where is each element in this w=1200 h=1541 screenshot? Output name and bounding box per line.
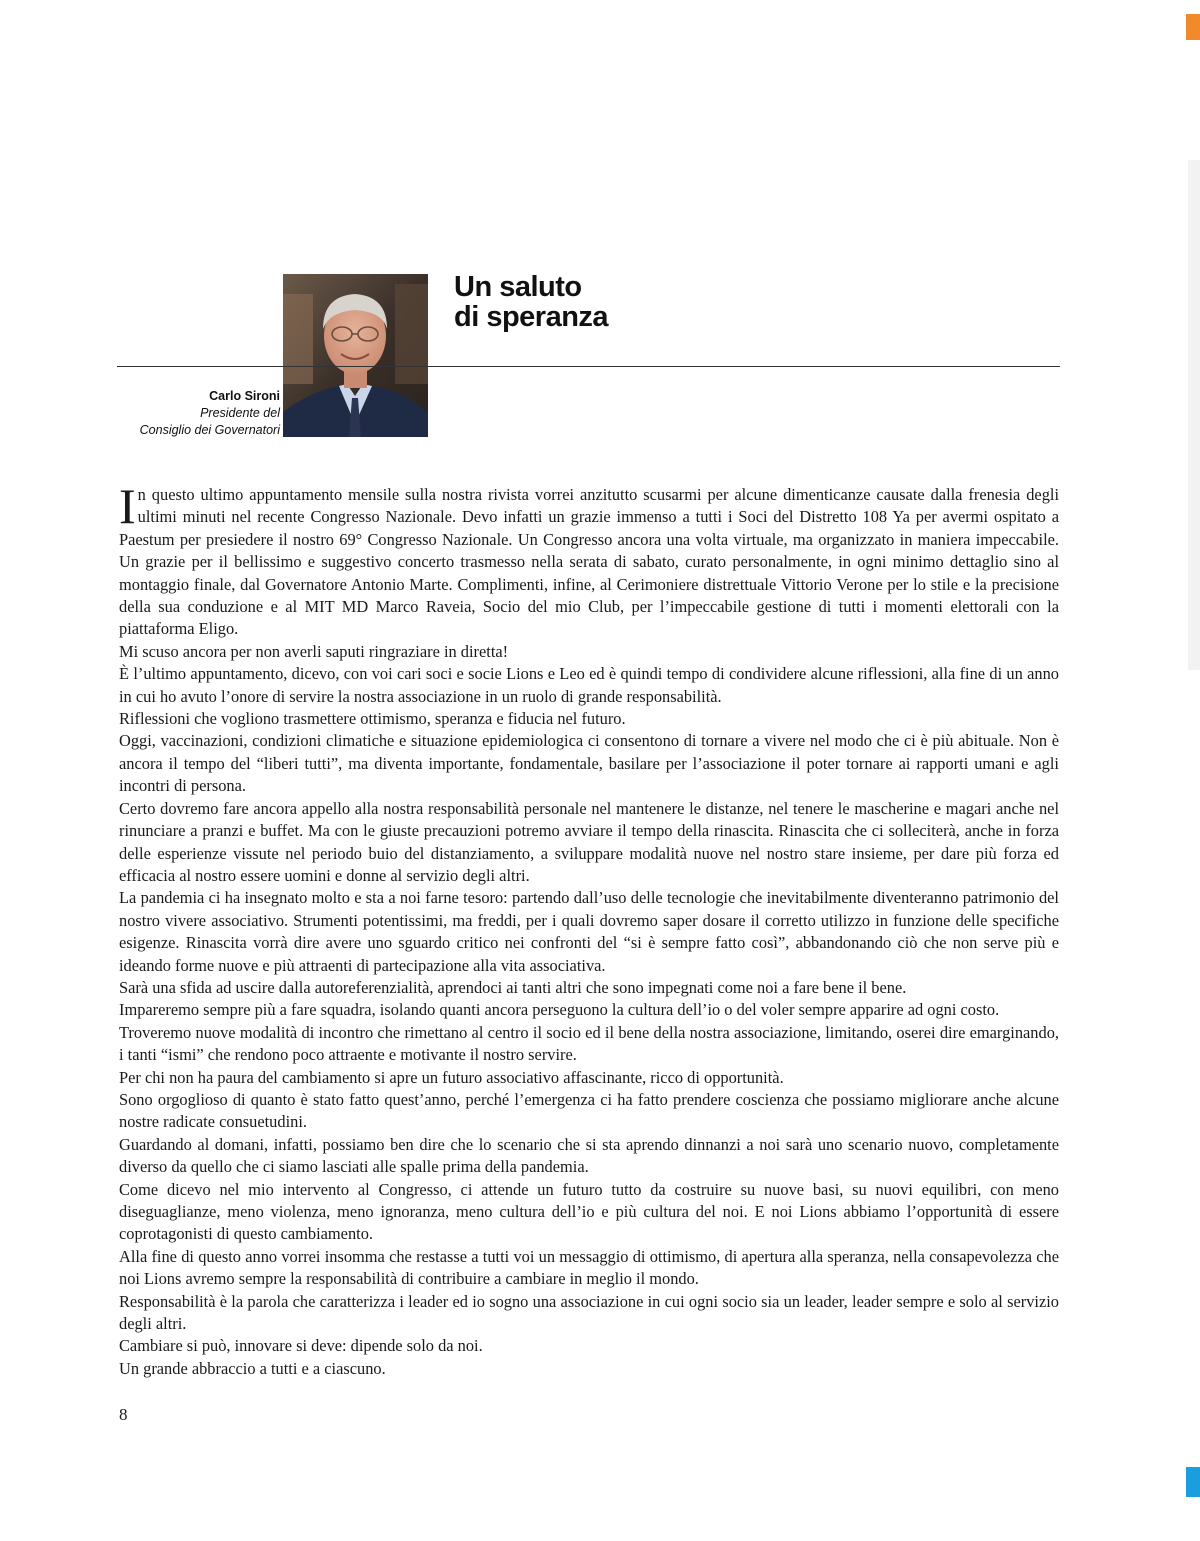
paragraph: Per chi non ha paura del cambiamento si apre un futuro associativo affascinante, ricco di opportunità. <box>119 1067 784 1087</box>
article-body <box>119 478 1059 1380</box>
author-photo <box>283 274 428 437</box>
paragraph: Come dicevo nel mio intervento al Congresso, ci attende un futuro tutto da costruire su nuove basi, su nuovi equilibri, con meno diseguaglianze, meno violenza, meno ignoranza, meno cultura dell’io e più cultura del noi. E noi Lions abbiamo l’opportunità di essere coprotagonisti di questo cambiamento. <box>119 1179 1059 1244</box>
paragraph: La pandemia ci ha insegnato molto e sta a noi farne tesoro: partendo dall’uso delle tecnologie che inevitabilmente diventeranno patrimonio del nostro vivere associativo. Strumenti potentissimi, ma freddi, per i quali dovremo saper dosare il corretto utilizzo in funzione delle specifiche esigenze. Rinascita vorrà dire avere uno sguardo critico nei confronti del “si è sempre fatto così”, abbandonando ciò che non serve più e ideando forme nuove e più attraenti di partecipazione alla vita associativa. <box>119 888 1059 975</box>
author-role-line-2: Consiglio dei Governatori <box>139 423 280 437</box>
paragraph: Oggi, vaccinazioni, condizioni climatiche e situazione epidemiologica ci consentono di tornare a vivere nel modo che ci è più abituale. Non è ancora il tempo del “liberi tutti”, ma diventa importante, fondamentale, basilare per l’associazione il poter tornare ai rapporti umani e agli incontri di persona. <box>119 731 1059 796</box>
drop-cap: I <box>119 478 136 534</box>
paragraph: Impareremo sempre più a fare squadra, isolando quanti ancora perseguono la cultura dell’io o del voler sempre apparire ad ogni costo. <box>119 1000 1000 1020</box>
article-title <box>454 272 854 332</box>
author-role-line-1: Presidente del <box>200 406 280 420</box>
paragraph: Cambiare si può, innovare si deve: dipende solo da noi. <box>119 1336 483 1356</box>
paragraph: Mi scuso ancora per non averli saputi ringraziare in diretta! <box>119 641 509 661</box>
title-line-2: di speranza <box>454 301 609 333</box>
header-divider <box>117 366 1060 367</box>
section-tab-blue <box>1186 1467 1200 1497</box>
page-edge-shadow <box>1188 160 1200 670</box>
portrait-photo-icon <box>283 274 428 437</box>
paragraph: Un grande abbraccio a tutti e a ciascuno. <box>119 1358 386 1378</box>
title-line-1: Un saluto <box>454 271 582 303</box>
paragraph: Sarà una sfida ad uscire dalla autoreferenzialità, aprendoci ai tanti altri che sono impegnati come noi a fare bene il bene. <box>119 977 907 997</box>
paragraph: Troveremo nuove modalità di incontro che rimettano al centro il socio ed il bene della nostra associazione, limitando, oserei dire emarginando, i tanti “ismi” che rendono poco attraente e motivante il nostro servire. <box>119 1022 1059 1065</box>
author-byline <box>100 388 280 439</box>
paragraph: Certo dovremo fare ancora appello alla nostra responsabilità personale nel mantenere le distanze, nel tenere le mascherine e magari anche nel rinunciare a pranzi e buffet. Ma con le giuste precauzioni potremo avviare il tempo della rinascita. Rinascita che ci solleciterà, anche in forza delle esperienze vissute nel periodo buio del distanziamento, a sviluppare modalità nuove nel nostro stare insieme, per dare più forza ed efficacia al nostro essere uomini e donne al servizio degli altri. <box>119 798 1059 885</box>
paragraph: Responsabilità è la parola che caratterizza i leader ed io sogno una associazione in cui ogni socio sia un leader, leader sempre e solo al servizio degli altri. <box>119 1291 1059 1334</box>
page-number: 8 <box>119 1405 128 1424</box>
paragraph: Riflessioni che vogliono trasmettere ottimismo, speranza e fiducia nel futuro. <box>119 709 626 729</box>
author-name: Carlo Sironi <box>209 389 280 403</box>
paragraph: Guardando al domani, infatti, possiamo ben dire che lo scenario che si sta aprendo dinnanzi a noi sarà uno scenario nuovo, completamente diverso da quello che ci siamo lasciati alle spalle prima della pandemia. <box>119 1134 1059 1177</box>
paragraph: Sono orgoglioso di quanto è stato fatto quest’anno, perché l’emergenza ci ha fatto prendere coscienza che possiamo migliorare anche alcune nostre radicate consuetudini. <box>119 1089 1059 1132</box>
paragraph: È l’ultimo appuntamento, dicevo, con voi cari soci e socie Lions e Leo ed è quindi tempo di condividere alcune riflessioni, alla fine di un anno in cui ho avuto l’onore di servire la nostra associazione in un ruolo di grande responsabilità. <box>119 664 1059 706</box>
paragraph: In questo ultimo appuntamento mensile sulla nostra rivista vorrei anzitutto scusarmi per alcune dimenticanze causate dalla frenesia degli ultimi minuti nel recente Congresso Nazionale. Devo infatti un grazie immenso a tutti i Soci del Distretto 108 Ya per avermi ospitato a Paestum per presiedere il nostro 69° Congresso Nazionale. Un Congresso ancora una volta virtuale, ma organizzato in maniera impeccabile. Un grazie per il bellissimo e suggestivo concerto trasmesso nella serata di sabato, curato personalmente, in ogni minimo dettaglio sino al montaggio finale, dal Governatore Antonio Marte. Complimenti, infine, al Cerimoniere distrettuale Vittorio Verone per lo stile e la precisione della sua conduzione e al MIT MD Marco Raveia, Socio del mio Club, per l’impeccabile gestione di tutti i momenti elettorali con la piattaforma Eligo. <box>119 478 1059 639</box>
section-tab-orange <box>1186 14 1200 40</box>
paragraph: Alla fine di questo anno vorrei insomma che restasse a tutti voi un messaggio di ottimismo, di apertura alla speranza, nella consapevolezza che noi Lions avremo sempre la responsabilità di contribuire a cambiare in meglio il mondo. <box>119 1246 1059 1289</box>
